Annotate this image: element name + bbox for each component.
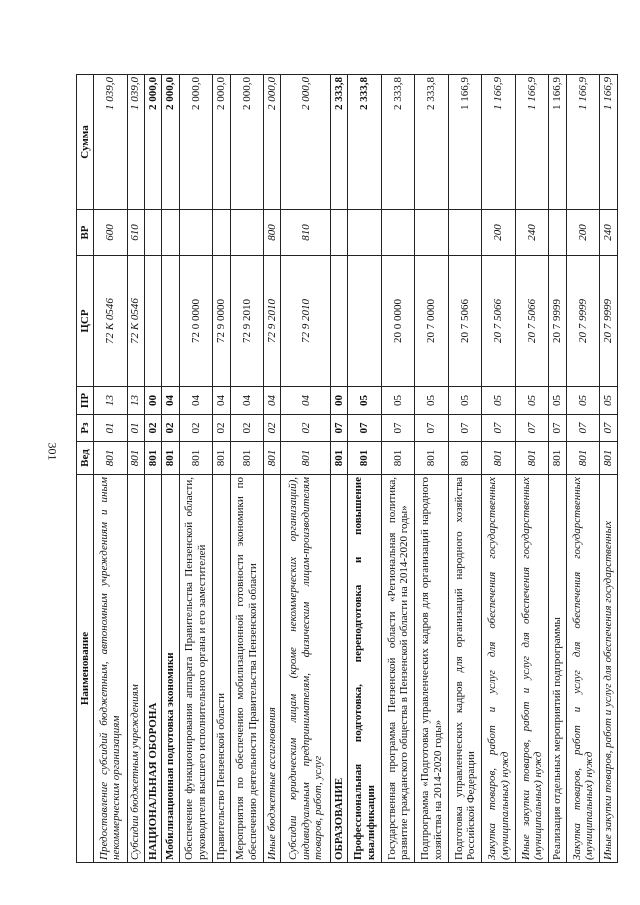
cell-pr: 04 <box>162 387 179 415</box>
header-rz: Рз <box>77 415 94 442</box>
table-row <box>179 75 213 863</box>
table-row <box>127 75 144 863</box>
cell-vr <box>448 210 482 256</box>
cell-vr <box>381 210 415 256</box>
cell-csr <box>144 256 161 387</box>
cell-pr: 05 <box>566 387 600 415</box>
cell-pr: 04 <box>213 387 230 415</box>
cell-ved: 801 <box>348 442 382 475</box>
cell-pr: 05 <box>415 387 449 415</box>
cell-csr: 72 К 0546 <box>94 256 128 387</box>
cell-name: Обеспечение функционирования аппарата Правительства Пензенской области, руководителя высшего исполнительного органа и его заместителей <box>179 475 213 863</box>
cell-name: Иные бюджетные ассигнования <box>264 475 281 863</box>
cell-vr: 240 <box>600 210 618 256</box>
cell-pr: 13 <box>94 387 128 415</box>
cell-name: Иные закупки товаров, работ и услуг для обеспечения государственных (муниципальных) нужд <box>515 475 549 863</box>
cell-vr <box>144 210 161 256</box>
table-row <box>381 75 415 863</box>
cell-ved: 801 <box>264 442 281 475</box>
cell-pr: 05 <box>348 387 382 415</box>
cell-vr <box>162 210 179 256</box>
cell-ved: 801 <box>549 442 566 475</box>
cell-sum: 2 000,0 <box>213 75 230 210</box>
budget-table-sheet <box>76 75 618 863</box>
cell-rz: 02 <box>179 415 213 442</box>
cell-rz: 07 <box>381 415 415 442</box>
cell-sum: 1 039,0 <box>127 75 144 210</box>
page-number: 301 <box>45 442 60 461</box>
cell-ved: 801 <box>213 442 230 475</box>
header-ved: Вед <box>77 442 94 475</box>
cell-name: Подготовка управленческих кадров для организаций народного хозяйства Российской Федерации <box>448 475 482 863</box>
cell-sum: 2 000,0 <box>264 75 281 210</box>
cell-sum: 2 000,0 <box>230 75 264 210</box>
cell-name: Иные закупки товаров, работ и услуг для обеспечения государственных <box>600 475 618 863</box>
cell-pr: 05 <box>448 387 482 415</box>
budget-table <box>76 74 618 863</box>
cell-csr: 20 7 5066 <box>482 256 516 387</box>
header-sum: Сумма <box>77 75 94 210</box>
cell-csr <box>331 256 348 387</box>
cell-rz: 01 <box>127 415 144 442</box>
table-row <box>482 75 516 863</box>
header-vr: ВР <box>77 210 94 256</box>
cell-ved: 801 <box>415 442 449 475</box>
cell-csr: 20 7 5066 <box>448 256 482 387</box>
cell-pr: 04 <box>281 387 331 415</box>
cell-sum: 2 333,8 <box>381 75 415 210</box>
cell-rz: 07 <box>348 415 382 442</box>
cell-rz: 02 <box>281 415 331 442</box>
table-row <box>281 75 331 863</box>
cell-sum: 1 166,9 <box>448 75 482 210</box>
cell-rz: 02 <box>213 415 230 442</box>
header-pr: ПР <box>77 387 94 415</box>
cell-csr: 20 0 0000 <box>381 256 415 387</box>
cell-name: Закупка товаров, работ и услуг для обеспечения государственных (муниципальных) нужд <box>482 475 516 863</box>
cell-csr: 72 9 2010 <box>281 256 331 387</box>
cell-pr: 05 <box>549 387 566 415</box>
cell-vr <box>213 210 230 256</box>
cell-rz: 07 <box>415 415 449 442</box>
cell-csr: 20 7 9999 <box>549 256 566 387</box>
cell-pr: 04 <box>179 387 213 415</box>
header-csr: ЦСР <box>77 256 94 387</box>
cell-name: Государственная программа Пензенской области «Региональная политика, развитие гражданского общества в Пензенской области на 2014-2020 годы» <box>381 475 415 863</box>
table-row <box>549 75 566 863</box>
cell-sum: 2 333,8 <box>348 75 382 210</box>
cell-name: Реализация отдельных мероприятий подпрограммы <box>549 475 566 863</box>
cell-name: Профессиональная подготовка, переподготовка и повышение квалификации <box>348 475 382 863</box>
cell-sum: 1 166,9 <box>549 75 566 210</box>
cell-sum: 2 000,0 <box>281 75 331 210</box>
cell-name: НАЦИОНАЛЬНАЯ ОБОРОНА <box>144 475 161 863</box>
cell-sum: 2 000,0 <box>144 75 161 210</box>
cell-vr <box>179 210 213 256</box>
table-row <box>162 75 179 863</box>
cell-csr: 20 7 0000 <box>415 256 449 387</box>
cell-rz: 02 <box>162 415 179 442</box>
table-header-row <box>77 75 94 863</box>
cell-name: Субсидии юридическим лицам (кроме некоммерческих организаций), индивидуальным предпринимателям, физическим лицам-производителям товаров, работ, услуг <box>281 475 331 863</box>
cell-vr: 800 <box>264 210 281 256</box>
table-row <box>515 75 549 863</box>
cell-rz: 01 <box>94 415 128 442</box>
cell-csr <box>348 256 382 387</box>
cell-ved: 801 <box>281 442 331 475</box>
cell-csr: 72 9 2010 <box>230 256 264 387</box>
table-row <box>144 75 161 863</box>
header-name: Наименование <box>77 475 94 863</box>
cell-pr: 04 <box>264 387 281 415</box>
cell-rz: 02 <box>144 415 161 442</box>
cell-rz: 02 <box>230 415 264 442</box>
cell-rz: 07 <box>566 415 600 442</box>
cell-pr: 13 <box>127 387 144 415</box>
cell-sum: 2 000,0 <box>179 75 213 210</box>
cell-vr: 810 <box>281 210 331 256</box>
table-row <box>213 75 230 863</box>
table-row <box>415 75 449 863</box>
table-row <box>264 75 281 863</box>
cell-name: Правительство Пензенской области <box>213 475 230 863</box>
table-row <box>348 75 382 863</box>
cell-pr: 05 <box>600 387 618 415</box>
cell-ved: 801 <box>381 442 415 475</box>
cell-pr: 04 <box>230 387 264 415</box>
cell-pr: 00 <box>331 387 348 415</box>
cell-name: Подпрограмма «Подготовка управленческих кадров для организаций народного хозяйства на 2014-2020 годы» <box>415 475 449 863</box>
cell-csr <box>162 256 179 387</box>
cell-rz: 07 <box>331 415 348 442</box>
cell-name: Субсидии бюджетным учреждениям <box>127 475 144 863</box>
cell-pr: 05 <box>482 387 516 415</box>
cell-sum: 2 000,0 <box>162 75 179 210</box>
table-row <box>331 75 348 863</box>
cell-csr: 72 9 2010 <box>264 256 281 387</box>
cell-name: Предоставление субсидий бюджетным, автономным учреждениям и иным некоммерческим организациям <box>94 475 128 863</box>
cell-sum: 1 039,0 <box>94 75 128 210</box>
cell-ved: 801 <box>179 442 213 475</box>
table-row <box>230 75 264 863</box>
cell-ved: 801 <box>162 442 179 475</box>
cell-pr: 05 <box>381 387 415 415</box>
cell-vr: 200 <box>482 210 516 256</box>
cell-name: ОБРАЗОВАНИЕ <box>331 475 348 863</box>
cell-vr <box>415 210 449 256</box>
cell-vr: 240 <box>515 210 549 256</box>
cell-rz: 07 <box>448 415 482 442</box>
table-row <box>566 75 600 863</box>
cell-vr: 610 <box>127 210 144 256</box>
cell-csr: 20 7 5066 <box>515 256 549 387</box>
cell-csr: 20 7 9999 <box>566 256 600 387</box>
cell-rz: 07 <box>482 415 516 442</box>
cell-vr <box>348 210 382 256</box>
cell-ved: 801 <box>144 442 161 475</box>
cell-ved: 801 <box>600 442 618 475</box>
cell-ved: 801 <box>94 442 128 475</box>
cell-ved: 801 <box>448 442 482 475</box>
cell-ved: 801 <box>331 442 348 475</box>
cell-pr: 00 <box>144 387 161 415</box>
cell-csr: 20 7 9999 <box>600 256 618 387</box>
cell-name: Мероприятия по обеспечению мобилизационной готовности экономики по обеспечению деятельности Правительства Пензенской области <box>230 475 264 863</box>
cell-ved: 801 <box>515 442 549 475</box>
table-row <box>94 75 128 863</box>
cell-rz: 07 <box>549 415 566 442</box>
cell-rz: 07 <box>515 415 549 442</box>
cell-sum: 1 166,9 <box>566 75 600 210</box>
cell-sum: 1 166,9 <box>600 75 618 210</box>
cell-ved: 801 <box>127 442 144 475</box>
cell-rz: 07 <box>600 415 618 442</box>
cell-name: Мобилизационная подготовка экономики <box>162 475 179 863</box>
cell-sum: 2 333,8 <box>415 75 449 210</box>
cell-ved: 801 <box>230 442 264 475</box>
cell-rz: 02 <box>264 415 281 442</box>
cell-csr: 72 К 0546 <box>127 256 144 387</box>
cell-sum: 1 166,9 <box>515 75 549 210</box>
cell-vr: 600 <box>94 210 128 256</box>
cell-ved: 801 <box>566 442 600 475</box>
cell-vr <box>331 210 348 256</box>
table-row <box>600 75 618 863</box>
table-row <box>448 75 482 863</box>
cell-pr: 05 <box>515 387 549 415</box>
cell-vr <box>549 210 566 256</box>
cell-name: Закупка товаров, работ и услуг для обеспечения государственных (муниципальных) нужд <box>566 475 600 863</box>
cell-vr <box>230 210 264 256</box>
cell-csr: 72 9 0000 <box>213 256 230 387</box>
cell-csr: 72 0 0000 <box>179 256 213 387</box>
cell-sum: 2 333,8 <box>331 75 348 210</box>
cell-ved: 801 <box>482 442 516 475</box>
cell-vr: 200 <box>566 210 600 256</box>
cell-sum: 1 166,9 <box>482 75 516 210</box>
